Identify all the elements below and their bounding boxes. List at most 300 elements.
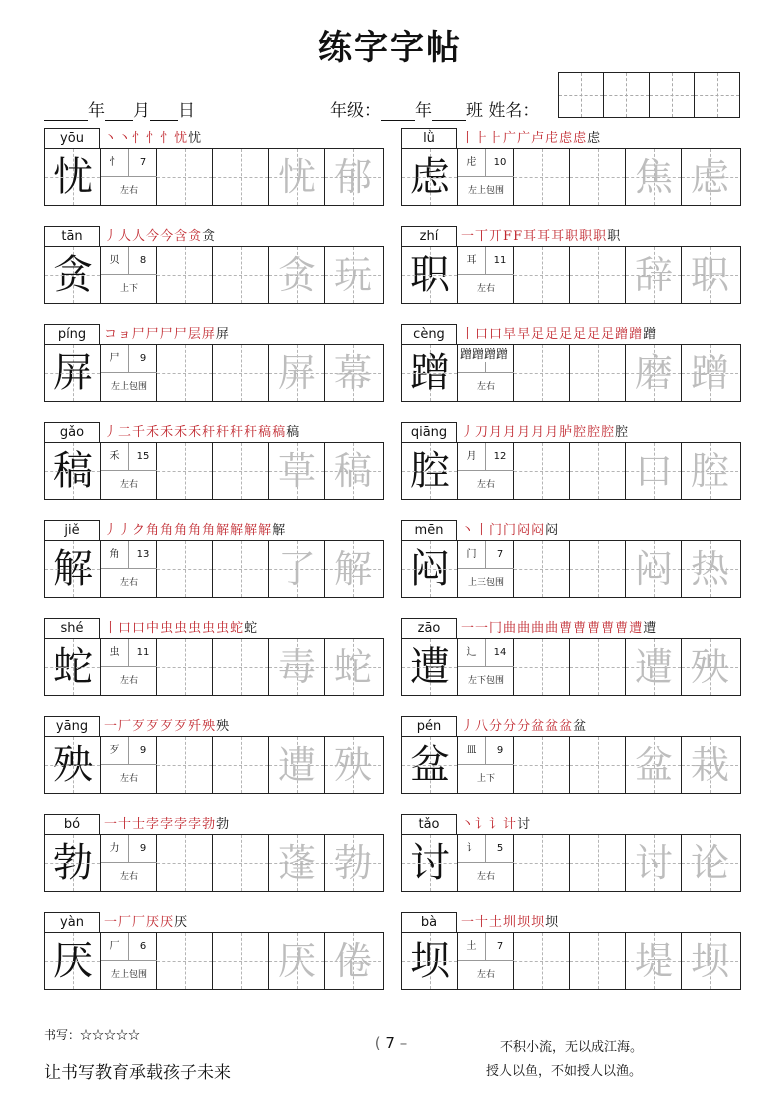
trace-char: 论 [690, 841, 729, 885]
stroke-step: 卢 [531, 131, 546, 146]
practice-cell[interactable] [157, 933, 213, 989]
writing-grid [401, 148, 741, 206]
model-char: 贪 [53, 252, 93, 298]
stroke-step: 秆 [216, 425, 231, 440]
stroke-step: 厂 [118, 719, 133, 734]
trace-cell[interactable] [682, 247, 738, 303]
quote-1: 不积小流，无以成江海。 [500, 1040, 644, 1055]
stroke-step: 丨 [104, 621, 119, 636]
trace-cell[interactable] [682, 639, 738, 695]
trace-cell[interactable] [269, 933, 325, 989]
stroke-step: 忧 [188, 131, 203, 146]
stroke-step: 闷 [545, 523, 560, 538]
pinyin: lǜ [401, 128, 457, 148]
stroke-step: 角 [174, 523, 189, 538]
radical: 角 [101, 541, 129, 569]
practice-cell[interactable] [213, 443, 269, 499]
stroke-count: 5 [486, 835, 514, 863]
trace-char: 虑 [690, 155, 729, 199]
trace-cell[interactable] [269, 639, 325, 695]
trace-cell[interactable] [626, 247, 682, 303]
trace-cell[interactable] [269, 737, 325, 793]
trace-cell[interactable] [325, 149, 381, 205]
stroke-step: 计 [503, 817, 518, 832]
stroke-count: 9 [129, 345, 157, 373]
stroke-count: 10 [486, 149, 514, 177]
pinyin: tān [44, 226, 100, 246]
stroke-step: 今 [160, 229, 175, 244]
stroke-count: 15 [129, 443, 157, 471]
trace-cell[interactable] [682, 933, 738, 989]
radical: 贝 [101, 247, 129, 275]
trace-cell[interactable] [325, 247, 381, 303]
stroke-step: 胪 [559, 425, 574, 440]
radical: 讠 [458, 835, 486, 863]
practice-cell[interactable] [157, 443, 213, 499]
writing-grid [401, 344, 741, 402]
stroke-step: 虫 [188, 621, 203, 636]
char-info [458, 933, 514, 989]
stroke-step: 丿 [104, 523, 119, 538]
stroke-order [461, 618, 657, 638]
stroke-step: 遭 [643, 621, 658, 636]
practice-cell[interactable] [514, 541, 570, 597]
practice-cell[interactable] [157, 149, 213, 205]
structure: 左下包围 [467, 676, 504, 686]
char-entry [44, 618, 384, 701]
writing-grid [401, 246, 741, 304]
stroke-step: 曹 [573, 621, 588, 636]
stroke-step: 中 [146, 621, 161, 636]
stroke-count: 8 [129, 247, 157, 275]
practice-cell[interactable] [514, 149, 570, 205]
radical: 忄 [101, 149, 129, 177]
stroke-step: 八 [475, 719, 490, 734]
stroke-step: 曲 [545, 621, 560, 636]
stroke-step: 月 [545, 425, 560, 440]
radical: 力 [101, 835, 129, 863]
trace-char: 勃 [333, 841, 372, 885]
trace-cell[interactable] [269, 443, 325, 499]
stroke-step: 一 [461, 621, 476, 636]
practice-cell[interactable] [570, 835, 626, 891]
pinyin: qiāng [401, 422, 457, 442]
trace-char: 口 [634, 449, 673, 493]
stroke-step: 十 [475, 915, 490, 930]
day-blank[interactable] [150, 104, 178, 121]
model-char: 盆 [410, 742, 450, 788]
radical: 歹 [101, 737, 129, 765]
trace-char: 磨 [634, 351, 673, 395]
practice-cell[interactable] [157, 737, 213, 793]
trace-cell[interactable] [269, 835, 325, 891]
stroke-step: 二 [118, 425, 133, 440]
name-box[interactable] [558, 72, 740, 118]
trace-char: 遭 [634, 645, 673, 689]
structure: 左上包围 [110, 970, 147, 980]
char-info [101, 345, 157, 401]
stroke-step: 足 [545, 327, 560, 342]
stroke-step: 禾 [174, 425, 189, 440]
practice-cell[interactable] [570, 737, 626, 793]
stroke-step: 秆 [230, 425, 245, 440]
structure: 左右 [119, 578, 138, 588]
radical: 虍 [458, 149, 486, 177]
model-char: 虑 [410, 154, 450, 200]
trace-char: 热 [690, 547, 729, 591]
stroke-step: 土 [489, 915, 504, 930]
trace-char: 蹭 [690, 351, 729, 395]
stroke-step: 歹 [132, 719, 147, 734]
trace-cell[interactable] [626, 541, 682, 597]
stroke-step: 厌 [174, 915, 189, 930]
stroke-step: 足 [587, 327, 602, 342]
model-char: 讨 [410, 840, 450, 886]
year-label: 年 [88, 101, 105, 121]
writing-grid [401, 834, 741, 892]
stroke-step: 禾 [146, 425, 161, 440]
stroke-step: 虫 [174, 621, 189, 636]
trace-cell[interactable] [682, 149, 738, 205]
pinyin: pén [401, 716, 457, 736]
trace-cell[interactable] [682, 835, 738, 891]
stroke-step: 今 [146, 229, 161, 244]
char-info [101, 933, 157, 989]
trace-cell[interactable] [682, 443, 738, 499]
char-info [458, 443, 514, 499]
stroke-step: 人 [118, 229, 133, 244]
month-label: 月 [133, 101, 150, 121]
char-info [458, 149, 514, 205]
stroke-step: 腔 [615, 425, 630, 440]
model-char: 解 [53, 546, 93, 592]
trace-char: 殃 [690, 645, 729, 689]
trace-cell[interactable] [682, 345, 738, 401]
trace-char: 蓬 [277, 841, 316, 885]
quote-2: 授人以鱼，不如授人以渔。 [486, 1064, 643, 1079]
char-entry [401, 422, 741, 505]
stroke-step: 丶 [461, 817, 476, 832]
trace-char: 解 [333, 547, 372, 591]
stroke-order [104, 324, 230, 344]
grade-blank[interactable] [381, 104, 415, 121]
trace-cell[interactable] [325, 933, 381, 989]
stroke-step: 丨 [461, 131, 476, 146]
trace-cell[interactable] [626, 933, 682, 989]
char-info [101, 149, 157, 205]
stroke-step: 士 [132, 817, 147, 832]
trace-cell[interactable] [269, 345, 325, 401]
grade-label: 年级： [330, 101, 381, 121]
stroke-step: 忧 [174, 131, 189, 146]
stroke-step: 讠 [475, 817, 490, 832]
stroke-step: 虑 [559, 131, 574, 146]
char-entry [44, 814, 384, 897]
stroke-step: 贪 [202, 229, 217, 244]
trace-char: 堤 [634, 939, 673, 983]
practice-cell[interactable] [514, 835, 570, 891]
char-info [458, 639, 514, 695]
writing-grid [401, 736, 741, 794]
radical: 门 [458, 541, 486, 569]
month-blank[interactable] [105, 104, 133, 121]
trace-cell[interactable] [626, 639, 682, 695]
practice-cell[interactable] [570, 247, 626, 303]
structure: 左右 [476, 382, 495, 392]
stroke-order [461, 520, 559, 540]
stroke-step: 耳 [537, 229, 552, 244]
stroke-count: 6 [129, 933, 157, 961]
char-entry [44, 128, 384, 211]
stroke-step: 耳 [551, 229, 566, 244]
trace-char: 盆 [634, 743, 673, 787]
pinyin: shé [44, 618, 100, 638]
stroke-step: 孛 [188, 817, 203, 832]
stroke-step: 蛇 [230, 621, 245, 636]
practice-cell[interactable] [157, 639, 213, 695]
stroke-order [461, 128, 601, 148]
stroke-step: 曹 [587, 621, 602, 636]
trace-cell[interactable] [325, 639, 381, 695]
model-char: 坝 [410, 938, 450, 984]
stroke-step: 口 [475, 327, 490, 342]
char-info [101, 639, 157, 695]
stroke-step: 蹭 [629, 327, 644, 342]
practice-cell[interactable] [570, 443, 626, 499]
stroke-count: 11 [486, 247, 514, 275]
stroke-step: 曲 [503, 621, 518, 636]
stroke-step: 足 [559, 327, 574, 342]
stroke-order [104, 520, 286, 540]
practice-cell[interactable] [570, 933, 626, 989]
stroke-step: 坝 [545, 915, 560, 930]
practice-cell[interactable] [570, 541, 626, 597]
practice-cell[interactable] [213, 541, 269, 597]
practice-cell[interactable] [514, 345, 570, 401]
trace-char: 忧 [277, 155, 316, 199]
year-blank[interactable] [44, 104, 88, 121]
trace-char: 毒 [277, 645, 316, 689]
structure: 左右 [119, 676, 138, 686]
class-blank[interactable] [432, 104, 466, 121]
stroke-step: 虫 [216, 621, 231, 636]
stroke-step: 月 [489, 425, 504, 440]
practice-cell[interactable] [514, 443, 570, 499]
stroke-order [461, 814, 531, 834]
practice-cell[interactable] [157, 541, 213, 597]
stroke-step: 忄 [132, 131, 147, 146]
trace-char: 玩 [333, 253, 372, 297]
stroke-step: 尸 [145, 327, 160, 342]
stroke-step: 人 [132, 229, 147, 244]
trace-cell[interactable] [682, 541, 738, 597]
stroke-count: 14 [486, 639, 514, 667]
practice-cell[interactable] [213, 639, 269, 695]
stroke-step: 职 [607, 229, 622, 244]
stroke-step: 丿 [104, 425, 119, 440]
stroke-step: 殃 [216, 719, 231, 734]
structure: 左右 [476, 970, 495, 980]
stroke-order [104, 422, 300, 442]
practice-cell[interactable] [570, 639, 626, 695]
writing-grid [44, 442, 384, 500]
writing-grid [401, 638, 741, 696]
stroke-order [461, 422, 629, 442]
stroke-step: 足 [601, 327, 616, 342]
trace-char: 稿 [333, 449, 372, 493]
stroke-order [104, 716, 230, 736]
trace-cell[interactable] [269, 541, 325, 597]
trace-cell[interactable] [325, 835, 381, 891]
stroke-step: 禾 [188, 425, 203, 440]
writing-grid [44, 246, 384, 304]
stroke-step: 门 [503, 523, 518, 538]
stroke-step: 口 [132, 621, 147, 636]
grade-year-label: 年 [415, 101, 432, 121]
stroke-step: 一 [461, 229, 476, 244]
structure: 上下 [476, 774, 495, 784]
stroke-step: ⺊ [475, 131, 490, 146]
stroke-step: 孛 [160, 817, 175, 832]
stroke-step: 丨 [461, 327, 476, 342]
pinyin: zāo [401, 618, 457, 638]
stroke-step: 分 [517, 719, 532, 734]
char-info [458, 541, 514, 597]
practice-cell[interactable] [213, 345, 269, 401]
stroke-step: 解 [244, 523, 259, 538]
stroke-count: 9 [129, 737, 157, 765]
char-entry [401, 226, 741, 309]
trace-char: 辞 [634, 253, 673, 297]
writing-grid [44, 638, 384, 696]
practice-cell[interactable] [157, 345, 213, 401]
trace-cell[interactable] [325, 443, 381, 499]
stroke-step: 尸 [173, 327, 188, 342]
stroke-step: 含 [174, 229, 189, 244]
stroke-step: 闷 [517, 523, 532, 538]
rating: 书写：☆☆☆☆☆ [44, 1028, 141, 1042]
practice-cell[interactable] [514, 737, 570, 793]
practice-cell[interactable] [213, 247, 269, 303]
stroke-step: 腔 [587, 425, 602, 440]
trace-cell[interactable] [626, 149, 682, 205]
stroke-step: 角 [202, 523, 217, 538]
stroke-step: 丅 [475, 229, 490, 244]
stroke-step: 丿 [461, 425, 476, 440]
trace-cell[interactable] [626, 737, 682, 793]
stroke-step: 秆 [244, 425, 259, 440]
writing-grid [401, 442, 741, 500]
practice-cell[interactable] [570, 149, 626, 205]
practice-cell[interactable] [213, 835, 269, 891]
pinyin: mēn [401, 520, 457, 540]
radical: 辶 [458, 639, 486, 667]
stroke-step: 勃 [202, 817, 217, 832]
stroke-step: 丶 [118, 131, 133, 146]
practice-cell[interactable] [213, 737, 269, 793]
practice-cell[interactable] [514, 933, 570, 989]
stroke-count: 7 [486, 933, 514, 961]
trace-cell[interactable] [626, 345, 682, 401]
model-char: 勃 [53, 840, 93, 886]
pinyin: gǎo [44, 422, 100, 442]
trace-char: 幕 [333, 351, 372, 395]
stroke-order [461, 324, 657, 344]
stroke-step: 千 [132, 425, 147, 440]
trace-cell[interactable] [325, 541, 381, 597]
practice-cell[interactable] [157, 835, 213, 891]
char-info [101, 541, 157, 597]
stroke-step: 虍 [545, 131, 560, 146]
trace-cell[interactable] [269, 247, 325, 303]
pinyin: jiě [44, 520, 100, 540]
practice-cell[interactable] [213, 933, 269, 989]
model-char: 蹭 [410, 350, 450, 396]
char-entry [44, 716, 384, 799]
stroke-step: 歹 [160, 719, 175, 734]
trace-cell[interactable] [269, 149, 325, 205]
stroke-step: 盆 [573, 719, 588, 734]
practice-cell[interactable] [570, 345, 626, 401]
pinyin: bà [401, 912, 457, 932]
trace-cell[interactable] [626, 835, 682, 891]
radical: 土 [458, 933, 486, 961]
stroke-step: 足 [573, 327, 588, 342]
stroke-step: 厂 [118, 915, 133, 930]
trace-char: 讨 [634, 841, 673, 885]
class-line [330, 96, 539, 121]
stroke-step: 一 [104, 817, 119, 832]
stroke-step: 一 [104, 719, 119, 734]
stroke-step: 虫 [202, 621, 217, 636]
structure: 左右 [119, 480, 138, 490]
trace-cell[interactable] [682, 737, 738, 793]
char-info [458, 345, 514, 401]
stroke-step: 丿 [118, 523, 133, 538]
stroke-step: 解 [272, 523, 287, 538]
stroke-step: 曲 [531, 621, 546, 636]
model-char: 稿 [53, 448, 93, 494]
structure: 左右 [119, 186, 138, 196]
practice-cell[interactable] [213, 149, 269, 205]
practice-cell[interactable] [157, 247, 213, 303]
stroke-step: 孛 [146, 817, 161, 832]
practice-cell[interactable] [514, 247, 570, 303]
model-char: 忧 [53, 154, 93, 200]
trace-cell[interactable] [325, 345, 381, 401]
char-entry [401, 716, 741, 799]
stroke-step: 足 [531, 327, 546, 342]
trace-cell[interactable] [626, 443, 682, 499]
stroke-step: FF [503, 229, 524, 244]
trace-char: 屏 [277, 351, 316, 395]
stroke-step: 角 [188, 523, 203, 538]
page-title: 练字字帖 [318, 28, 462, 68]
stroke-step: 丶 [461, 523, 476, 538]
stroke-step: 盆 [559, 719, 574, 734]
structure: 左上包围 [467, 186, 504, 196]
stroke-step: 解 [258, 523, 273, 538]
stroke-step: 丿 [104, 229, 119, 244]
stroke-step: 稿 [286, 425, 301, 440]
stroke-order [461, 716, 587, 736]
day-label: 日 [178, 101, 195, 121]
stroke-step: 讨 [517, 817, 532, 832]
practice-cell[interactable] [514, 639, 570, 695]
trace-char: 了 [277, 547, 316, 591]
char-entry [401, 814, 741, 897]
trace-cell[interactable] [325, 737, 381, 793]
